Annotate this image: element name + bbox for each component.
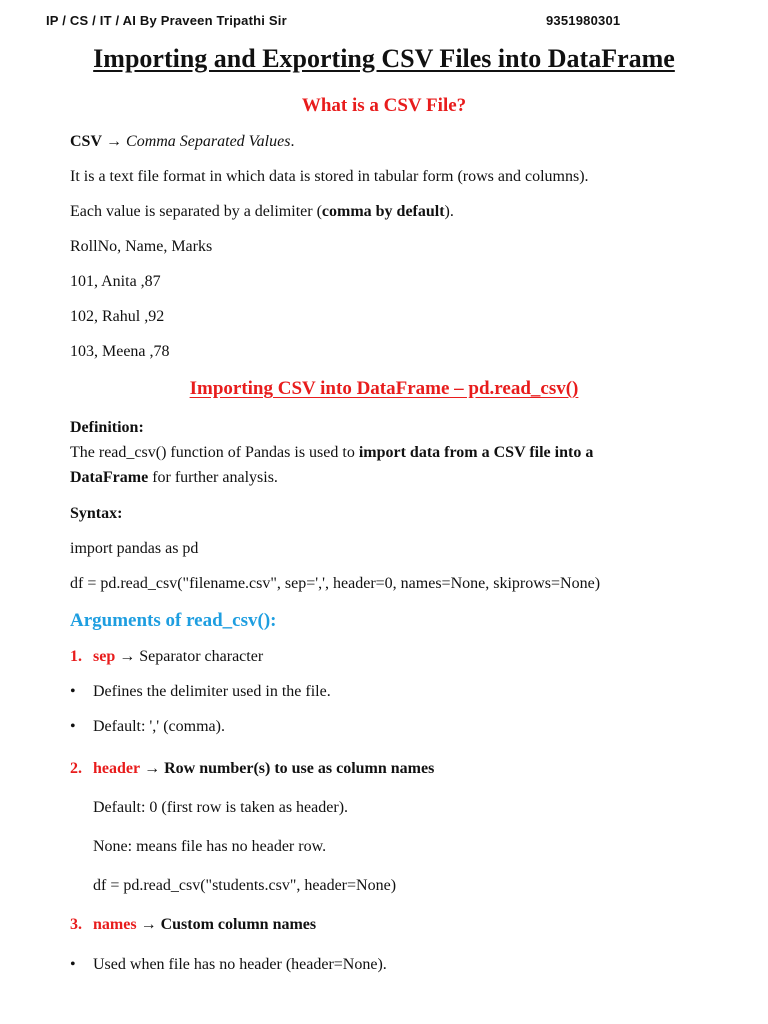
def-text-bold: import data from a CSV file into a (358, 444, 594, 461)
header-example-code: df = pd.read_csv("students.csv", header=None) (93, 877, 397, 894)
bullet-icon: • (70, 956, 76, 973)
arrow-symbol: → (144, 760, 161, 777)
arg-sep-line (93, 648, 263, 666)
arrow-symbol: → (140, 916, 157, 933)
definition-line-2 (70, 469, 278, 487)
header-phone: 9351980301 (546, 13, 621, 28)
arg-desc: Separator character (139, 648, 264, 665)
bullet-text: Used when file has no header (header=None). (93, 956, 387, 973)
bullet-text: Defines the delimiter used in the file. (93, 683, 331, 700)
p2-text-bold: comma by default (321, 203, 445, 220)
code-import: import pandas as pd (70, 540, 199, 557)
arg-key-names: names (93, 916, 137, 933)
arg-number: 1. (70, 648, 82, 665)
header-detail: Default: 0 (first row is taken as header). (93, 799, 349, 816)
example-line: 101, Anita ,87 (70, 273, 161, 290)
arg-header-line (93, 760, 434, 778)
arg-desc: Custom column names (160, 916, 317, 933)
p2-text-a: Each value is separated by a delimiter ( (70, 203, 322, 220)
arg-number: 3. (70, 916, 82, 933)
header-author: IP / CS / IT / AI By Praveen Tripathi Sir (46, 13, 287, 28)
arrow-symbol: → (106, 133, 123, 150)
definition-line-1 (70, 444, 593, 462)
header-detail: None: means file has no header row. (93, 838, 327, 855)
arguments-heading: Arguments of read_csv(): (70, 610, 277, 631)
example-line: 103, Meena ,78 (70, 343, 170, 360)
period: . (290, 133, 295, 150)
p2-text-c: ). (444, 203, 454, 220)
arrow-symbol: → (119, 648, 136, 665)
csv-paragraph-2 (70, 203, 454, 221)
def-text-d: for further analysis. (148, 469, 278, 486)
syntax-label: Syntax: (70, 505, 123, 522)
csv-paragraph-1: It is a text file format in which data is stored in tabular form (rows and columns). (70, 168, 589, 185)
bullet-icon: • (70, 718, 76, 735)
def-text-dataframe: DataFrame (70, 469, 149, 486)
bullet-text: Default: ',' (comma). (93, 718, 225, 735)
section-heading-read-csv: Importing CSV into DataFrame – pd.read_csv() (189, 378, 579, 399)
arg-number: 2. (70, 760, 82, 777)
example-line: 102, Rahul ,92 (70, 308, 165, 325)
csv-fullform: Comma Separated Values (126, 133, 291, 150)
section-heading-csv: What is a CSV File? (301, 95, 467, 116)
def-text-a: The read_csv() function of Pandas is used to (70, 444, 359, 461)
arg-names-line (93, 916, 316, 934)
page-title: Importing and Exporting CSV Files into DataFrame (93, 44, 675, 73)
example-line: RollNo, Name, Marks (70, 238, 213, 255)
arg-desc: Row number(s) to use as column names (164, 760, 435, 777)
arg-key-header: header (93, 760, 141, 777)
arg-key-sep: sep (93, 648, 116, 665)
csv-definition-line (70, 133, 294, 151)
code-read-csv: df = pd.read_csv("filename.csv", sep=',', header=0, names=None, skiprows=None) (70, 575, 601, 592)
csv-label: CSV (70, 133, 103, 150)
bullet-icon: • (70, 683, 76, 700)
definition-label: Definition: (70, 419, 144, 436)
